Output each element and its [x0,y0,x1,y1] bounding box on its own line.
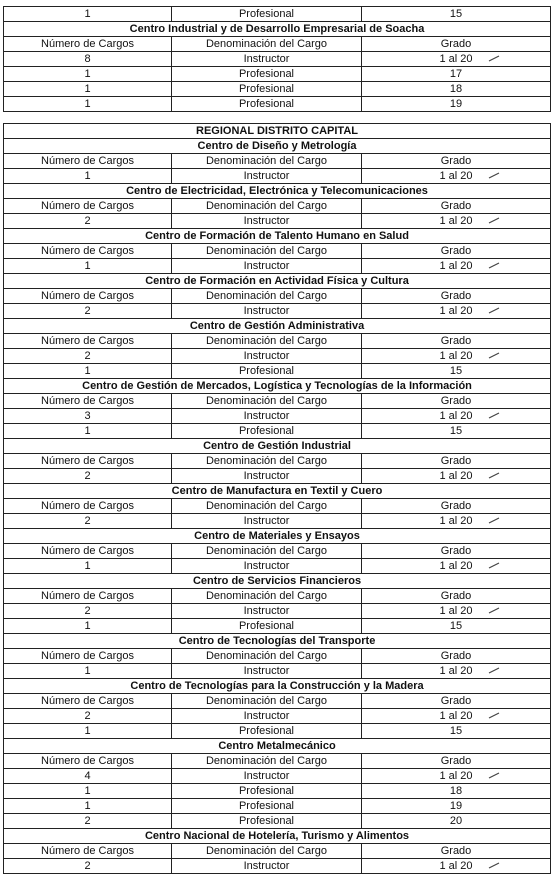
center-title-row [4,274,551,289]
cell-cargo: Profesional [172,82,362,97]
header-cargo: Denominación del Cargo [172,694,362,709]
header-grado: Grado [362,37,551,52]
header-count: Número de Cargos [4,544,172,559]
table-row [4,82,551,97]
cell-grado: 15 [362,724,551,739]
header-grado: Grado [362,244,551,259]
cell-grado: 1 al 20 [362,709,551,724]
check-mark-icon [488,667,500,674]
table-row [4,799,551,814]
center-title: Centro de Diseño y Metrología [4,139,551,154]
table-row [4,859,551,874]
check-mark-icon [488,217,500,224]
cell-cargo: Instructor [172,259,362,274]
cell-cargo: Profesional [172,67,362,82]
header-count: Número de Cargos [4,649,172,664]
cell-count: 1 [4,97,172,112]
cell-grado: 1 al 20 [362,409,551,424]
table-row [4,67,551,82]
header-count: Número de Cargos [4,499,172,514]
cell-count: 3 [4,409,172,424]
cell-count: 1 [4,559,172,574]
header-row [4,589,551,604]
header-count: Número de Cargos [4,334,172,349]
cell-cargo: Instructor [172,514,362,529]
table-row [4,214,551,229]
center-title: Centro de Gestión Industrial [4,439,551,454]
center-title-row [4,529,551,544]
header-cargo: Denominación del Cargo [172,199,362,214]
check-mark-icon [488,352,500,359]
header-cargo: Denominación del Cargo [172,37,362,52]
center-title: Centro de Manufactura en Textil y Cuero [4,484,551,499]
center-title: Centro de Materiales y Ensayos [4,529,551,544]
header-grado: Grado [362,499,551,514]
check-mark-icon [488,772,500,779]
cell-cargo: Instructor [172,409,362,424]
header-count: Número de Cargos [4,589,172,604]
header-grado: Grado [362,589,551,604]
table-row [4,514,551,529]
cell-count: 2 [4,709,172,724]
header-grado: Grado [362,649,551,664]
cell-cargo: Profesional [172,784,362,799]
table-row [4,709,551,724]
table-soacha [3,6,551,112]
header-row [4,649,551,664]
header-row [4,544,551,559]
header-grado: Grado [362,334,551,349]
center-title-row [4,319,551,334]
cell-count: 2 [4,214,172,229]
cell-cargo: Profesional [172,799,362,814]
cell-count: 1 [4,82,172,97]
header-cargo: Denominación del Cargo [172,649,362,664]
cell-cargo: Instructor [172,169,362,184]
cell-cargo: Instructor [172,769,362,784]
check-mark-icon [488,712,500,719]
cell-count: 1 [4,799,172,814]
cell-grado: 18 [362,784,551,799]
cell-count: 2 [4,304,172,319]
center-title: Centro Industrial y de Desarrollo Empresarial de Soacha [4,22,551,37]
header-cargo: Denominación del Cargo [172,454,362,469]
header-row [4,154,551,169]
cell-count: 1 [4,364,172,379]
header-cargo: Denominación del Cargo [172,394,362,409]
table-row [4,559,551,574]
cell-count: 2 [4,514,172,529]
cell-count: 1 [4,664,172,679]
cell-count: 1 [4,169,172,184]
cell-cargo: Profesional [172,7,362,22]
cell-count: 2 [4,604,172,619]
cell-cargo: Instructor [172,559,362,574]
header-row [4,694,551,709]
table-row [4,469,551,484]
check-mark-icon [488,307,500,314]
cell-cargo: Instructor [172,709,362,724]
cell-grado: 1 al 20 [362,469,551,484]
header-grado: Grado [362,844,551,859]
header-count: Número de Cargos [4,844,172,859]
check-mark-icon [488,262,500,269]
cell-count: 2 [4,859,172,874]
table-row [4,304,551,319]
cell-cargo: Instructor [172,859,362,874]
center-title: Centro de Electricidad, Electrónica y Telecomunicaciones [4,184,551,199]
header-grado: Grado [362,544,551,559]
table-row [4,409,551,424]
table-row [4,664,551,679]
center-title-row [4,439,551,454]
check-mark-icon [488,862,500,869]
center-title-row [4,139,551,154]
cell-count: 2 [4,469,172,484]
cell-cargo: Instructor [172,349,362,364]
header-count: Número de Cargos [4,454,172,469]
cell-cargo: Instructor [172,664,362,679]
table-row [4,52,551,67]
header-count: Número de Cargos [4,289,172,304]
center-title-row [4,829,551,844]
center-title: Centro de Gestión de Mercados, Logística y Tecnologías de la Información [4,379,551,394]
header-cargo: Denominación del Cargo [172,544,362,559]
header-grado: Grado [362,394,551,409]
cell-cargo: Instructor [172,304,362,319]
header-cargo: Denominación del Cargo [172,334,362,349]
cell-grado: 1 al 20 [362,169,551,184]
cell-count: 8 [4,52,172,67]
center-title-row [4,22,551,37]
center-title-row [4,184,551,199]
header-count: Número de Cargos [4,754,172,769]
header-row [4,334,551,349]
center-title: Centro de Servicios Financieros [4,574,551,589]
cell-grado: 15 [362,619,551,634]
header-grado: Grado [362,154,551,169]
cell-cargo: Instructor [172,214,362,229]
cell-grado: 1 al 20 [362,559,551,574]
header-cargo: Denominación del Cargo [172,154,362,169]
check-mark-icon [488,562,500,569]
header-row [4,754,551,769]
check-mark-icon [488,412,500,419]
center-title: Centro Nacional de Hotelería, Turismo y Alimentos [4,829,551,844]
region-title-row [4,124,551,139]
table-row [4,364,551,379]
cell-grado: 15 [362,424,551,439]
header-cargo: Denominación del Cargo [172,499,362,514]
cell-count: 1 [4,67,172,82]
header-grado: Grado [362,454,551,469]
header-count: Número de Cargos [4,37,172,52]
table-row [4,769,551,784]
center-title-row [4,229,551,244]
header-count: Número de Cargos [4,394,172,409]
header-row [4,394,551,409]
cell-cargo: Instructor [172,469,362,484]
check-mark-icon [488,55,500,62]
check-mark-icon [488,517,500,524]
header-row [4,199,551,214]
header-cargo: Denominación del Cargo [172,754,362,769]
header-grado: Grado [362,694,551,709]
cell-cargo: Instructor [172,604,362,619]
cell-grado: 1 al 20 [362,214,551,229]
cell-grado: 20 [362,814,551,829]
check-mark-icon [488,607,500,614]
cell-grado: 1 al 20 [362,604,551,619]
cell-cargo: Profesional [172,619,362,634]
table-row [4,619,551,634]
table-row [4,169,551,184]
center-title-row [4,634,551,649]
cell-count: 1 [4,259,172,274]
header-row [4,454,551,469]
table-distrito-capital [3,123,551,874]
header-row [4,37,551,52]
center-title-row [4,739,551,754]
cell-grado: 17 [362,67,551,82]
header-row [4,289,551,304]
cell-grado: 18 [362,82,551,97]
table-row [4,424,551,439]
cell-grado: 1 al 20 [362,304,551,319]
center-title-row [4,484,551,499]
table-row [4,604,551,619]
header-cargo: Denominación del Cargo [172,289,362,304]
center-title-row [4,574,551,589]
cell-count: 1 [4,424,172,439]
header-cargo: Denominación del Cargo [172,244,362,259]
cell-cargo: Profesional [172,424,362,439]
check-mark-icon [488,172,500,179]
cell-cargo: Profesional [172,814,362,829]
cell-count: 1 [4,619,172,634]
table-row [4,97,551,112]
table-row [4,259,551,274]
cell-grado: 19 [362,799,551,814]
cell-grado: 1 al 20 [362,349,551,364]
header-grado: Grado [362,199,551,214]
center-title: Centro de Formación de Talento Humano en Salud [4,229,551,244]
cell-grado: 1 al 20 [362,664,551,679]
center-title: Centro de Gestión Administrativa [4,319,551,334]
table-row [4,784,551,799]
cell-cargo: Profesional [172,364,362,379]
cell-grado: 15 [362,364,551,379]
cell-count: 2 [4,814,172,829]
header-count: Número de Cargos [4,154,172,169]
table-row [4,349,551,364]
cell-count: 1 [4,7,172,22]
cell-grado: 1 al 20 [362,769,551,784]
check-mark-icon [488,472,500,479]
table-row [4,814,551,829]
cell-count: 2 [4,349,172,364]
cell-cargo: Profesional [172,724,362,739]
table-row [4,7,551,22]
header-count: Número de Cargos [4,694,172,709]
cell-count: 1 [4,784,172,799]
region-title: REGIONAL DISTRITO CAPITAL [4,124,551,139]
header-grado: Grado [362,754,551,769]
center-title-row [4,679,551,694]
header-count: Número de Cargos [4,244,172,259]
header-count: Número de Cargos [4,199,172,214]
header-cargo: Denominación del Cargo [172,589,362,604]
cell-count: 4 [4,769,172,784]
header-cargo: Denominación del Cargo [172,844,362,859]
cell-grado: 1 al 20 [362,859,551,874]
center-title-row [4,379,551,394]
cell-count: 1 [4,724,172,739]
cell-grado: 19 [362,97,551,112]
cell-grado: 1 al 20 [362,259,551,274]
center-title: Centro de Formación en Actividad Física y Cultura [4,274,551,289]
center-title: Centro de Tecnologías del Transporte [4,634,551,649]
cell-grado: 1 al 20 [362,514,551,529]
header-row [4,499,551,514]
cell-grado: 15 [362,7,551,22]
header-grado: Grado [362,289,551,304]
center-title: Centro Metalmecánico [4,739,551,754]
center-title: Centro de Tecnologías para la Construcción y la Madera [4,679,551,694]
header-row [4,844,551,859]
cell-cargo: Instructor [172,52,362,67]
cell-cargo: Profesional [172,97,362,112]
cell-grado: 1 al 20 [362,52,551,67]
table-row [4,724,551,739]
header-row [4,244,551,259]
